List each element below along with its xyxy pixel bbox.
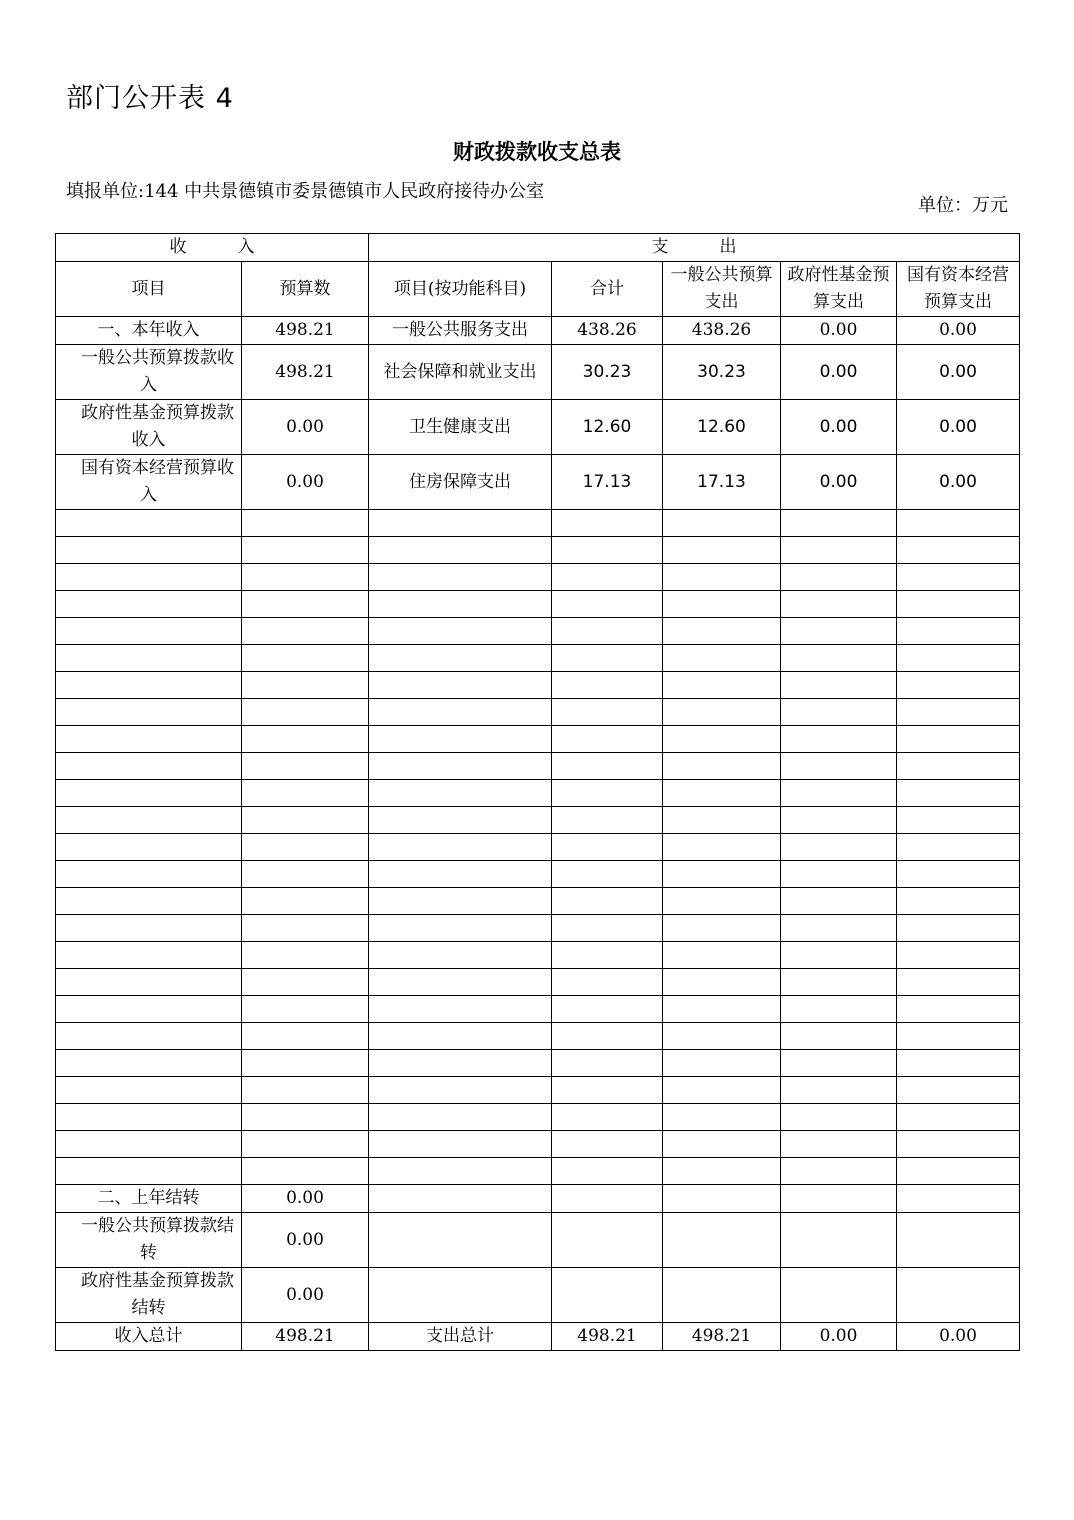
income-group-header: 收 入 (56, 234, 369, 262)
empty-row (56, 1158, 1020, 1185)
empty-cell (552, 1185, 663, 1213)
empty-row (56, 1050, 1020, 1077)
empty-cell (56, 1104, 242, 1131)
empty-cell (56, 1131, 242, 1158)
header-general: 一般公共预算支出 (663, 262, 781, 317)
empty-cell (56, 942, 242, 969)
empty-cell (552, 861, 663, 888)
expense-state: 0.00 (897, 317, 1020, 345)
empty-cell (897, 969, 1020, 996)
empty-cell (56, 1158, 242, 1185)
empty-row (56, 888, 1020, 915)
empty-cell (663, 1050, 781, 1077)
empty-cell (663, 645, 781, 672)
empty-cell (552, 618, 663, 645)
empty-cell (242, 1158, 369, 1185)
empty-cell (369, 645, 552, 672)
empty-cell (242, 1131, 369, 1158)
income-item: 一般公共预算拨款收入 (56, 345, 242, 400)
expense-fund: 0.00 (781, 1323, 897, 1351)
empty-cell (369, 726, 552, 753)
empty-cell (369, 1050, 552, 1077)
empty-cell (369, 915, 552, 942)
empty-cell (552, 591, 663, 618)
empty-cell (369, 969, 552, 996)
page-title: 财政拨款收支总表 (453, 139, 621, 164)
empty-cell (552, 564, 663, 591)
empty-cell (56, 807, 242, 834)
empty-cell (56, 726, 242, 753)
empty-cell (56, 861, 242, 888)
empty-cell (897, 645, 1020, 672)
empty-cell (552, 807, 663, 834)
header-budget: 预算数 (242, 262, 369, 317)
expense-state: 0.00 (897, 455, 1020, 510)
empty-cell (369, 861, 552, 888)
empty-cell (897, 1185, 1020, 1213)
column-header-row (56, 262, 1020, 317)
empty-cell (242, 726, 369, 753)
empty-cell (663, 1213, 781, 1268)
empty-cell (552, 915, 663, 942)
empty-cell (552, 726, 663, 753)
expense-general: 30.23 (663, 345, 781, 400)
income-amount: 0.00 (242, 1213, 369, 1268)
income-total-label: 收入总计 (56, 1323, 242, 1351)
empty-cell (781, 1077, 897, 1104)
empty-row (56, 915, 1020, 942)
empty-row (56, 1104, 1020, 1131)
empty-row (56, 996, 1020, 1023)
empty-cell (242, 618, 369, 645)
empty-cell (781, 834, 897, 861)
empty-cell (369, 591, 552, 618)
header-item: 项目 (56, 262, 242, 317)
empty-cell (552, 1158, 663, 1185)
empty-cell (242, 969, 369, 996)
expense-fund: 0.00 (781, 400, 897, 455)
header-fund: 政府性基金预算支出 (781, 262, 897, 317)
empty-cell (897, 996, 1020, 1023)
empty-cell (242, 1023, 369, 1050)
empty-cell (552, 1268, 663, 1323)
empty-cell (242, 888, 369, 915)
empty-cell (897, 807, 1020, 834)
empty-cell (242, 1104, 369, 1131)
empty-cell (369, 672, 552, 699)
table-row (56, 1213, 1020, 1268)
empty-cell (897, 618, 1020, 645)
empty-row (56, 564, 1020, 591)
empty-row (56, 699, 1020, 726)
empty-cell (56, 1023, 242, 1050)
empty-cell (781, 1158, 897, 1185)
empty-cell (552, 1050, 663, 1077)
empty-row (56, 618, 1020, 645)
income-item: 政府性基金预算拨款收入 (56, 400, 242, 455)
empty-cell (56, 699, 242, 726)
empty-cell (663, 915, 781, 942)
income-item: 二、上年结转 (56, 1185, 242, 1213)
empty-cell (663, 510, 781, 537)
expense-total: 498.21 (552, 1323, 663, 1351)
empty-cell (56, 537, 242, 564)
empty-cell (897, 510, 1020, 537)
reporting-unit: 填报单位:144 中共景德镇市委景德镇市人民政府接待办公室 (66, 181, 545, 202)
empty-cell (552, 969, 663, 996)
empty-cell (369, 942, 552, 969)
empty-row (56, 807, 1020, 834)
empty-cell (369, 996, 552, 1023)
empty-cell (781, 645, 897, 672)
empty-cell (242, 996, 369, 1023)
totals-row (56, 1323, 1020, 1351)
empty-cell (663, 1104, 781, 1131)
empty-cell (552, 888, 663, 915)
group-header-row (56, 234, 1020, 262)
empty-cell (552, 699, 663, 726)
header-total: 合计 (552, 262, 663, 317)
table-row (56, 345, 1020, 400)
empty-row (56, 726, 1020, 753)
expense-total: 17.13 (552, 455, 663, 510)
empty-cell (56, 915, 242, 942)
empty-cell (663, 942, 781, 969)
empty-cell (781, 753, 897, 780)
empty-cell (781, 915, 897, 942)
empty-cell (242, 510, 369, 537)
empty-cell (663, 996, 781, 1023)
header-func-item: 项目(按功能科目) (369, 262, 552, 317)
empty-cell (781, 1268, 897, 1323)
empty-cell (897, 726, 1020, 753)
empty-cell (56, 834, 242, 861)
empty-cell (897, 915, 1020, 942)
empty-cell (552, 1104, 663, 1131)
empty-row (56, 942, 1020, 969)
empty-cell (663, 1077, 781, 1104)
empty-cell (369, 753, 552, 780)
empty-cell (897, 942, 1020, 969)
empty-cell (897, 537, 1020, 564)
empty-row (56, 672, 1020, 699)
empty-cell (552, 645, 663, 672)
empty-cell (369, 537, 552, 564)
empty-row (56, 591, 1020, 618)
empty-cell (369, 1077, 552, 1104)
income-total-amount: 498.21 (242, 1323, 369, 1351)
empty-cell (663, 699, 781, 726)
income-amount: 498.21 (242, 345, 369, 400)
income-item: 国有资本经营预算收入 (56, 455, 242, 510)
empty-cell (663, 537, 781, 564)
expense-item: 一般公共服务支出 (369, 317, 552, 345)
empty-row (56, 1077, 1020, 1104)
empty-cell (897, 699, 1020, 726)
empty-cell (552, 996, 663, 1023)
empty-cell (552, 1131, 663, 1158)
empty-cell (781, 1050, 897, 1077)
empty-cell (781, 1185, 897, 1213)
empty-cell (781, 699, 897, 726)
empty-row (56, 753, 1020, 780)
empty-cell (242, 861, 369, 888)
expense-total: 30.23 (552, 345, 663, 400)
empty-cell (56, 996, 242, 1023)
expense-fund: 0.00 (781, 345, 897, 400)
empty-cell (56, 564, 242, 591)
empty-cell (552, 942, 663, 969)
empty-cell (242, 645, 369, 672)
empty-cell (242, 1077, 369, 1104)
empty-cell (56, 753, 242, 780)
empty-cell (897, 591, 1020, 618)
empty-cell (781, 1131, 897, 1158)
empty-cell (369, 1023, 552, 1050)
empty-row (56, 834, 1020, 861)
empty-cell (897, 1131, 1020, 1158)
empty-cell (56, 618, 242, 645)
expense-fund: 0.00 (781, 317, 897, 345)
empty-cell (663, 672, 781, 699)
empty-cell (552, 672, 663, 699)
empty-cell (781, 969, 897, 996)
empty-cell (369, 807, 552, 834)
empty-cell (781, 942, 897, 969)
table-row (56, 455, 1020, 510)
income-amount: 0.00 (242, 455, 369, 510)
empty-cell (781, 1023, 897, 1050)
expense-total: 438.26 (552, 317, 663, 345)
empty-cell (663, 1185, 781, 1213)
income-amount: 0.00 (242, 400, 369, 455)
empty-cell (781, 618, 897, 645)
empty-cell (242, 753, 369, 780)
empty-cell (369, 618, 552, 645)
empty-cell (242, 915, 369, 942)
empty-row (56, 1131, 1020, 1158)
empty-cell (781, 537, 897, 564)
empty-cell (56, 672, 242, 699)
empty-cell (56, 1050, 242, 1077)
income-amount: 0.00 (242, 1185, 369, 1213)
empty-cell (897, 1158, 1020, 1185)
empty-cell (663, 591, 781, 618)
empty-cell (781, 510, 897, 537)
empty-cell (56, 780, 242, 807)
expense-group-header: 支 出 (369, 234, 1020, 262)
empty-cell (369, 1104, 552, 1131)
expense-general: 438.26 (663, 317, 781, 345)
empty-cell (663, 1131, 781, 1158)
income-amount: 0.00 (242, 1268, 369, 1323)
empty-cell (897, 1213, 1020, 1268)
table-row (56, 400, 1020, 455)
table-row (56, 1268, 1020, 1323)
empty-cell (781, 780, 897, 807)
empty-cell (552, 1023, 663, 1050)
empty-cell (242, 807, 369, 834)
empty-cell (56, 510, 242, 537)
empty-cell (897, 1104, 1020, 1131)
empty-cell (242, 780, 369, 807)
empty-cell (56, 591, 242, 618)
empty-row (56, 645, 1020, 672)
empty-cell (781, 564, 897, 591)
expense-general: 17.13 (663, 455, 781, 510)
empty-cell (781, 672, 897, 699)
empty-cell (552, 780, 663, 807)
empty-cell (56, 888, 242, 915)
income-amount: 498.21 (242, 317, 369, 345)
expense-item: 卫生健康支出 (369, 400, 552, 455)
empty-cell (781, 807, 897, 834)
empty-cell (369, 510, 552, 537)
empty-row (56, 969, 1020, 996)
empty-cell (663, 753, 781, 780)
empty-cell (242, 591, 369, 618)
empty-cell (369, 888, 552, 915)
empty-cell (369, 1213, 552, 1268)
empty-cell (663, 1158, 781, 1185)
empty-cell (242, 699, 369, 726)
empty-cell (663, 807, 781, 834)
empty-cell (663, 969, 781, 996)
empty-cell (781, 1213, 897, 1268)
document-label: 部门公开表 4 (66, 83, 234, 114)
empty-cell (663, 780, 781, 807)
empty-cell (242, 834, 369, 861)
empty-row (56, 1023, 1020, 1050)
empty-cell (897, 1268, 1020, 1323)
empty-cell (897, 753, 1020, 780)
expense-state: 0.00 (897, 345, 1020, 400)
empty-cell (897, 834, 1020, 861)
empty-cell (242, 564, 369, 591)
empty-cell (781, 591, 897, 618)
empty-cell (663, 888, 781, 915)
expense-fund: 0.00 (781, 455, 897, 510)
appropriation-table (55, 233, 1020, 1351)
empty-row (56, 780, 1020, 807)
empty-cell (781, 1104, 897, 1131)
empty-cell (369, 564, 552, 591)
empty-cell (781, 726, 897, 753)
empty-row (56, 861, 1020, 888)
expense-item: 住房保障支出 (369, 455, 552, 510)
income-item: 一、本年收入 (56, 317, 242, 345)
empty-cell (781, 888, 897, 915)
table-row (56, 317, 1020, 345)
currency-unit: 单位：万元 (918, 195, 1008, 216)
empty-cell (552, 510, 663, 537)
empty-cell (897, 780, 1020, 807)
expense-total: 12.60 (552, 400, 663, 455)
expense-state: 0.00 (897, 1323, 1020, 1351)
empty-cell (663, 564, 781, 591)
empty-cell (369, 780, 552, 807)
expense-item: 社会保障和就业支出 (369, 345, 552, 400)
empty-cell (552, 834, 663, 861)
empty-cell (781, 861, 897, 888)
empty-cell (369, 699, 552, 726)
empty-cell (242, 672, 369, 699)
income-item: 一般公共预算拨款结转 (56, 1213, 242, 1268)
table-row (56, 1185, 1020, 1213)
expense-total-label: 支出总计 (369, 1323, 552, 1351)
empty-cell (552, 1077, 663, 1104)
empty-cell (552, 537, 663, 564)
empty-cell (242, 537, 369, 564)
empty-cell (56, 1077, 242, 1104)
empty-cell (897, 888, 1020, 915)
empty-cell (897, 861, 1020, 888)
empty-cell (663, 1268, 781, 1323)
empty-cell (897, 672, 1020, 699)
expense-general: 12.60 (663, 400, 781, 455)
empty-row (56, 510, 1020, 537)
empty-cell (897, 1077, 1020, 1104)
empty-cell (663, 861, 781, 888)
expense-general: 498.21 (663, 1323, 781, 1351)
empty-cell (369, 1131, 552, 1158)
empty-cell (552, 753, 663, 780)
empty-cell (663, 618, 781, 645)
empty-cell (369, 834, 552, 861)
empty-cell (56, 645, 242, 672)
empty-cell (56, 969, 242, 996)
income-item: 政府性基金预算拨款结转 (56, 1268, 242, 1323)
empty-cell (663, 726, 781, 753)
empty-cell (242, 942, 369, 969)
empty-cell (897, 564, 1020, 591)
empty-cell (369, 1268, 552, 1323)
empty-cell (663, 1023, 781, 1050)
header-state: 国有资本经营预算支出 (897, 262, 1020, 317)
empty-cell (552, 1213, 663, 1268)
empty-cell (781, 996, 897, 1023)
empty-row (56, 537, 1020, 564)
expense-state: 0.00 (897, 400, 1020, 455)
empty-cell (369, 1158, 552, 1185)
empty-cell (369, 1185, 552, 1213)
empty-cell (663, 834, 781, 861)
empty-cell (897, 1050, 1020, 1077)
empty-cell (242, 1050, 369, 1077)
empty-cell (897, 1023, 1020, 1050)
